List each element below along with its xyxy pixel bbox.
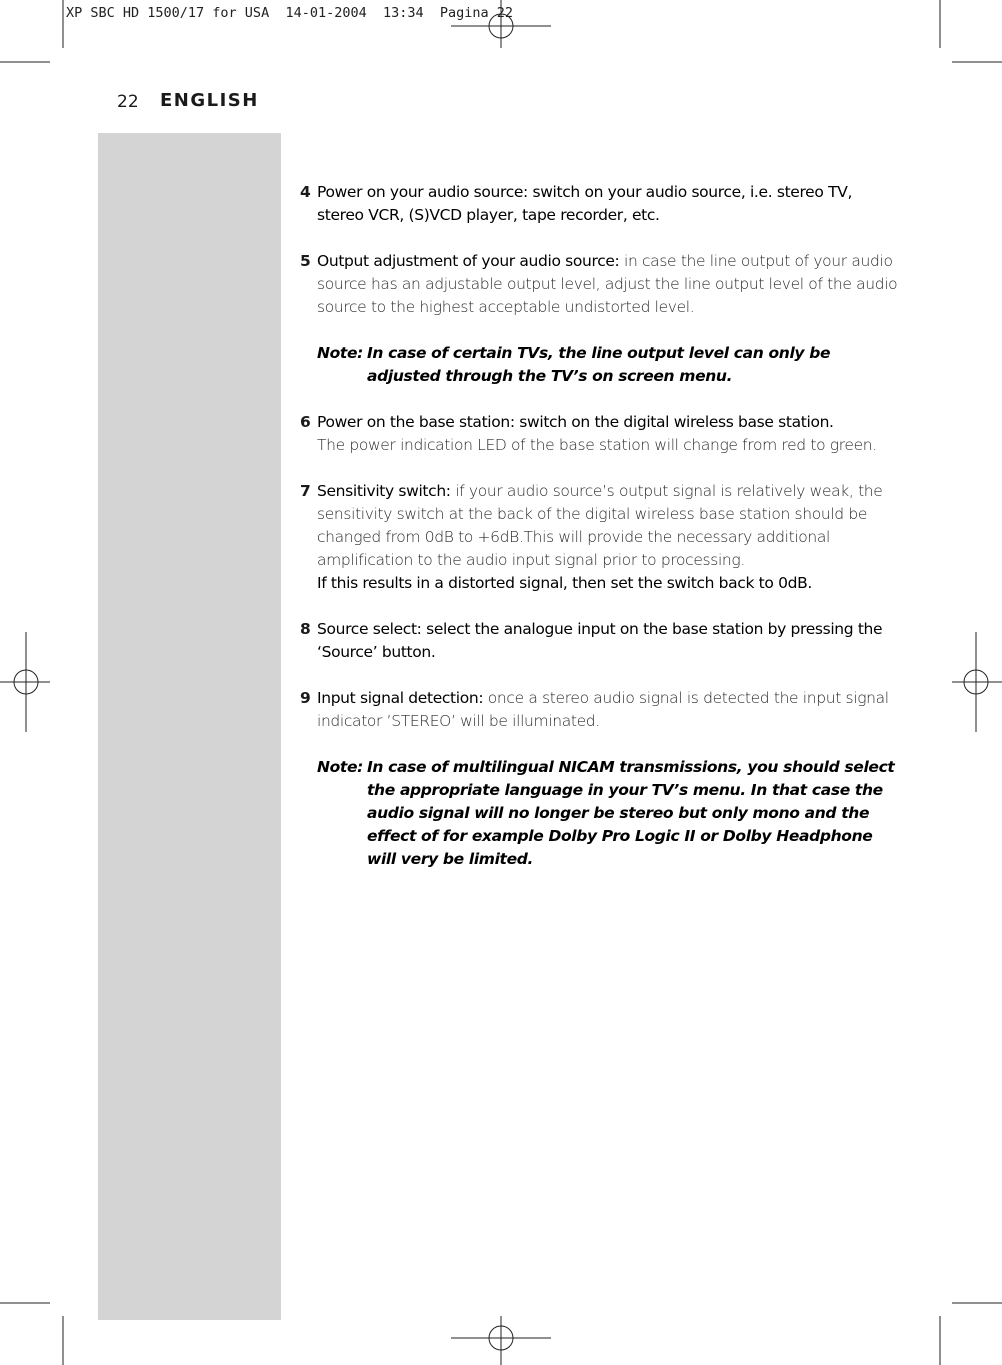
step-body: once a stereo audio signal is detected the input signal indicator ’STEREO’ will be illuminated. <box>317 689 889 730</box>
registration-target-right <box>952 632 1002 732</box>
note-nicam <box>317 756 900 871</box>
step-number: 4 <box>300 183 311 201</box>
step-8 <box>300 618 900 664</box>
registration-target-left <box>0 632 50 732</box>
step-lead: Power on the base station: switch on the digital wireless base station. <box>317 413 834 431</box>
step-lead: Input signal detection: <box>317 689 484 707</box>
step-body: if your audio source’s output signal is relatively weak, the sensitivity switch at the back of the digital wireless base station should be changed from 0dB to +6dB.This will provide the necessary additional amplification to the audio input signal prior to processing. <box>317 482 883 569</box>
step-4 <box>300 181 900 227</box>
step-warning: If this results in a distorted signal, then set the switch back to 0dB. <box>317 574 812 592</box>
step-number: 6 <box>300 413 311 431</box>
gray-sidebar-column <box>98 133 281 1320</box>
step-body: The power indication LED of the base station will change from red to green. <box>317 436 877 454</box>
page-number: 22 <box>117 92 139 112</box>
print-slug: XP SBC HD 1500/17 for USA 14-01-2004 13:34 Pagina 22 <box>66 5 514 21</box>
registration-target-top <box>451 0 551 48</box>
note-text: In case of multilingual NICAM transmissions, you should select the appropriate language in your TV’s menu. In that case the audio signal will no longer be stereo but only mono and the effect of for example Dolby Pro Logic II or Dolby Headphone will very be limited. <box>367 758 895 868</box>
note-label: Note: <box>317 758 363 776</box>
step-number: 8 <box>300 620 311 638</box>
section-title: ENGLISH <box>160 90 259 111</box>
step-7 <box>300 480 900 595</box>
step-lead: Power on your audio source: switch on your audio source, i.e. stereo TV, stereo VCR, (S)VCD player, tape recorder, etc. <box>317 183 853 224</box>
step-number: 5 <box>300 252 311 270</box>
step-lead: Source select: select the analogue input on the base station by pressing the ‘Source’ button. <box>317 620 883 661</box>
note-label: Note: <box>317 344 363 362</box>
instruction-list <box>300 181 900 894</box>
step-9 <box>300 687 900 733</box>
step-lead: Output adjustment of your audio source: <box>317 252 620 270</box>
step-6 <box>300 411 900 457</box>
step-body: in case the line output of your audio source has an adjustable output level, adjust the line output level of the audio source to the highest acceptable undistorted level. <box>317 252 898 316</box>
step-5 <box>300 250 900 319</box>
step-number: 9 <box>300 689 311 707</box>
note-text: In case of certain TVs, the line output level can only be adjusted through the TV’s on screen menu. <box>367 344 831 385</box>
step-number: 7 <box>300 482 311 500</box>
note-tv-line-output <box>317 342 900 388</box>
registration-target-bottom <box>451 1316 551 1365</box>
step-lead: Sensitivity switch: <box>317 482 451 500</box>
